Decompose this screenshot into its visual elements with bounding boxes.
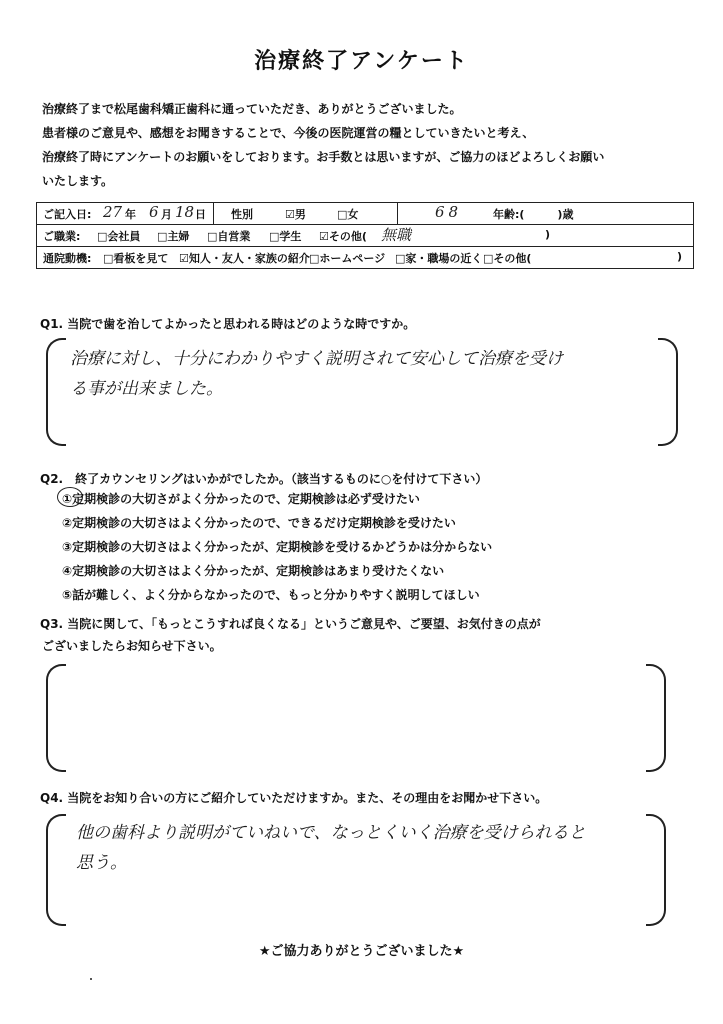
intro-line-4: いたします。 (42, 174, 114, 188)
motive-label: 通院動機: (43, 252, 92, 265)
info-row-date (37, 203, 693, 225)
q1-question: Q1. 当院で歯を治してよかったと思われる時はどのような時ですか。 (40, 317, 416, 331)
motive-option-homepage[interactable]: □ホームページ (309, 252, 386, 265)
sex-female-checkbox[interactable]: □女 (337, 208, 359, 221)
date-month-value: 6 (149, 203, 159, 221)
q4-bracket-left (46, 814, 66, 926)
job-option-company[interactable]: □会社員 (97, 230, 141, 243)
job-option-housewife[interactable]: □主婦 (157, 230, 190, 243)
q3-bracket-left (46, 664, 66, 772)
date-day-value: 18 (175, 203, 195, 221)
q3-question-line-1: Q3. 当院に関して、「もっとこうすれば良くなる」というご意見や、ご要望、お気付きの点が (40, 617, 541, 631)
q4-answer-line-1: 他の歯科より説明がていねいで、なっとくいく治療を受けられると (76, 823, 586, 843)
job-option-self-employed[interactable]: □自営業 (207, 230, 251, 243)
info-row-job (37, 225, 693, 247)
job-option-student[interactable]: □学生 (269, 230, 302, 243)
motive-option-other[interactable]: □その他( (483, 252, 532, 265)
date-month-unit: 月 (161, 208, 172, 221)
q4-answer-line-2: 思う。 (76, 853, 127, 873)
footer-thanks: ★ご協力ありがとうございました★ (258, 944, 465, 959)
age-label: 年齢:( )歳 (493, 208, 574, 221)
q4-question: Q4. 当院をお知り合いの方にご紹介していただけますか。また、その理由をお聞かせ下さい。 (40, 791, 548, 805)
q2-option-3[interactable]: ③定期検診の大切さはよく分かったが、定期検診を受けるかどうかは分からない (62, 540, 493, 554)
q4-bracket-right (646, 814, 666, 926)
sex-label: 性別 (231, 208, 253, 221)
q2-option-4[interactable]: ④定期検診の大切さはよく分かったが、定期検診はあまり受けたくない (62, 564, 445, 578)
job-label: ご職業: (43, 230, 81, 243)
q1-answer-line-1: 治療に対し、十分にわかりやすく説明されて安心して治療を受け (70, 349, 563, 369)
q2-option-1[interactable]: ①定期検診の大切さがよく分かったので、定期検診は必ず受けたい (62, 492, 420, 506)
q2-question: Q2. 終了カウンセリングはいかがでしたか。（該当するものに○を付けて下さい） (40, 472, 488, 486)
q1-answer-line-2: る事が出来ました。 (70, 379, 223, 399)
q3-question-line-2: ございましたらお知らせ下さい。 (42, 639, 222, 653)
job-other-value: 無職 (381, 226, 412, 244)
date-year-value: 27 (103, 203, 123, 221)
patient-info-table (36, 202, 694, 269)
date-year-unit: 年 (125, 208, 136, 221)
date-label: ご記入日: (43, 208, 92, 221)
motive-option-nearby[interactable]: □家・職場の近く (395, 252, 483, 265)
q1-bracket-right (658, 338, 678, 446)
q3-bracket-right (646, 664, 666, 772)
intro-line-1: 治療終了まで松尾歯科矯正歯科に通っていただき、ありがとうございました。 (42, 102, 462, 116)
info-row-motive (37, 247, 693, 268)
intro-line-3: 治療終了時にアンケートのお願いをしております。お手数とは思いますが、ご協力のほどよろしくお願い (42, 150, 605, 164)
stray-mark (90, 978, 92, 980)
date-day-unit: 日 (195, 208, 206, 221)
q2-option-2[interactable]: ②定期検診の大切さはよく分かったので、できるだけ定期検診を受けたい (62, 516, 456, 530)
motive-option-sign[interactable]: □看板を見て (103, 252, 169, 265)
job-close-paren: ) (545, 228, 551, 241)
page-title: 治療終了アンケート (254, 49, 469, 74)
motive-option-referral[interactable]: ☑知人・友人・家族の紹介 (179, 252, 310, 265)
age-value: 68 (435, 203, 463, 221)
sex-male-checkbox[interactable]: ☑男 (285, 208, 306, 221)
q2-option-5[interactable]: ⑤話が難しく、よく分からなかったので、もっと分かりやすく説明してほしい (62, 588, 480, 602)
q1-bracket-left (46, 338, 66, 446)
job-option-other[interactable]: ☑その他( (319, 230, 367, 243)
intro-line-2: 患者様のご意見や、感想をお聞きすることで、今後の医院運営の糧としていきたいと考え、 (42, 126, 535, 140)
motive-close-paren: ) (677, 250, 683, 263)
